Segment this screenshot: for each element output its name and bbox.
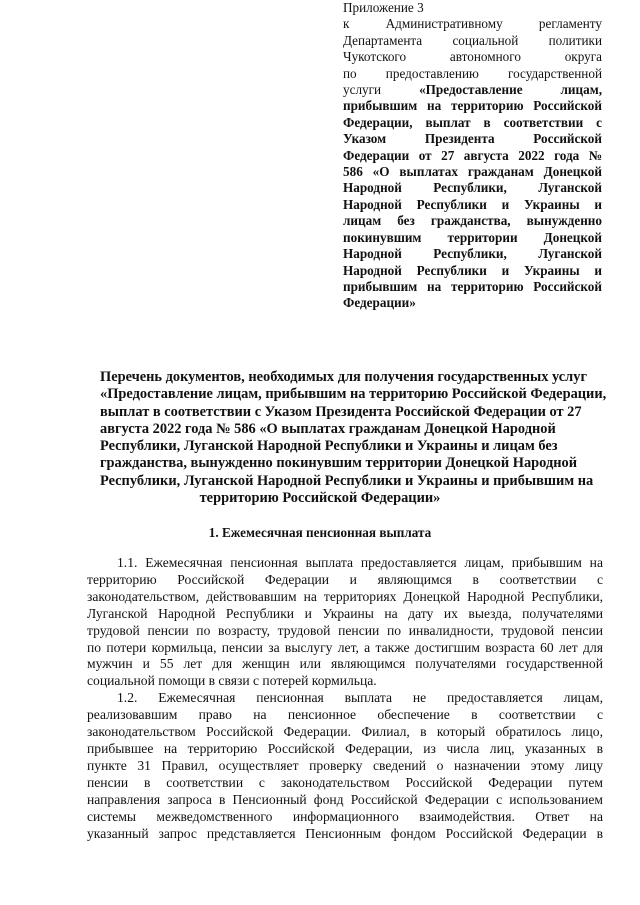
title-line: Перечень документов, необходимых для получения государственных услуг [100, 369, 587, 385]
paragraph-line: пункте 31 Правил, осуществляет проверку сведений о назначении этому лицу [87, 757, 603, 773]
paragraph-line: указанный запрос представляется Пенсионным фондом Российской Федерации в [87, 825, 603, 841]
appendix-bold-line: Народной Республики, Луганской [343, 180, 602, 196]
title-line: Республики, Луганской Народной Республики и Украины и лицам без [100, 438, 558, 455]
appendix-bold-line: Федерации, выплат в соответствии с [343, 114, 602, 130]
paragraph-line: прибывшее на территорию Российской Федерации, из числа лиц, указанных в [87, 740, 603, 756]
section-heading: 1. Ежемесячная пенсионная выплата [208, 525, 432, 540]
paragraph-line: Луганской Народной Республики и Украины на дату их выезда, получателями [87, 605, 603, 621]
appendix-header [343, 0, 602, 312]
appendix-line: услуги «Предоставление лицам, [343, 82, 602, 98]
paragraph-line: территорию Российской Федерации и являющимся в соответствии с [87, 571, 603, 587]
paragraph-line: 1.1. Ежемесячная пенсионная выплата предоставляется лицам, прибывшим на [117, 555, 603, 570]
appendix-number: Приложение 3 [343, 0, 424, 15]
appendix-bold-line: Федерации» [343, 295, 416, 311]
appendix-line: по предоставлению государственной [343, 65, 602, 81]
appendix-line: Департамента социальной политики [343, 32, 602, 48]
paragraph-line: трудовой пенсии по возрасту, трудовой пенсии по инвалидности, трудовой пенсии [87, 622, 603, 638]
document-title [100, 369, 607, 507]
title-line: выплат в соответствии с Указом Президента Российской Федерации от 27 [100, 403, 582, 420]
appendix-bold-line: Народной Республики и Украины и [343, 262, 602, 278]
title-line: гражданства, вынужденно покинувшим территории Донецкой Народной [100, 455, 577, 472]
appendix-bold-line: Народной Республики и Украины и [343, 196, 602, 212]
appendix-bold-line: прибывшим на территорию Российской [343, 278, 602, 294]
paragraph-line: направления запроса в Пенсионный фонд Российской Федерации с использованием [87, 791, 603, 807]
paragraph-line: социальной помощи в связи с потерей кормильца. [87, 673, 377, 689]
appendix-bold-line: покинувшим территории Донецкой [343, 229, 602, 245]
paragraph-line: 1.2. Ежемесячная пенсионная выплата не предоставляется лицам, [117, 690, 603, 706]
appendix-bold-block [343, 98, 602, 311]
paragraph-line: пенсии в соответствии с законодательством Российской Федерации путем [87, 774, 603, 790]
paragraph-line: мужчин и 55 лет для женщин или являющимся получателями государственной [87, 656, 603, 672]
paragraph-line: законодательством Российской Федерации. Филиал, в который обратилось лицо, [87, 724, 603, 740]
appendix-bold-line: Федерации от 27 августа 2022 года № [343, 147, 602, 163]
paragraph-1-1 [87, 555, 603, 690]
appendix-line: к Административному регламенту [343, 16, 602, 32]
paragraph-line: реализовавшим право на пенсионное обеспечение в соответствии с [87, 707, 603, 723]
appendix-bold-line: прибывшим на территорию Российской [343, 98, 602, 114]
paragraph-line: системы межведомственного информационного взаимодействия. Ответ на [87, 808, 603, 824]
appendix-line: Чукотского автономного округа [343, 49, 602, 65]
appendix-bold-line: Указом Президента Российской [343, 131, 602, 147]
title-line: «Предоставление лицам, прибывшим на территорию Российской Федерации, [100, 386, 607, 403]
title-line: Республики, Луганской Народной Республики и Украины и прибывшим на [100, 472, 594, 489]
paragraph-line: по потери кормильца, пенсии за выслугу лет, а также достигшим возраста 60 лет для [87, 639, 603, 655]
title-line: территорию Российской Федерации» [199, 490, 441, 507]
appendix-bold-line: Народной Республики, Луганской [343, 246, 602, 262]
document-body [87, 555, 603, 842]
title-line: августа 2022 года № 586 «О выплатах гражданам Донецкой Народной [100, 420, 556, 437]
appendix-bold-line: лицам без гражданства, вынужденно [343, 213, 602, 229]
paragraph-line: законодательством, действовавшим на территориях Донецкой Народной Республики, [87, 588, 603, 604]
paragraph-1-2 [87, 690, 603, 842]
appendix-bold-line: 586 «О выплатах гражданам Донецкой [343, 164, 602, 180]
